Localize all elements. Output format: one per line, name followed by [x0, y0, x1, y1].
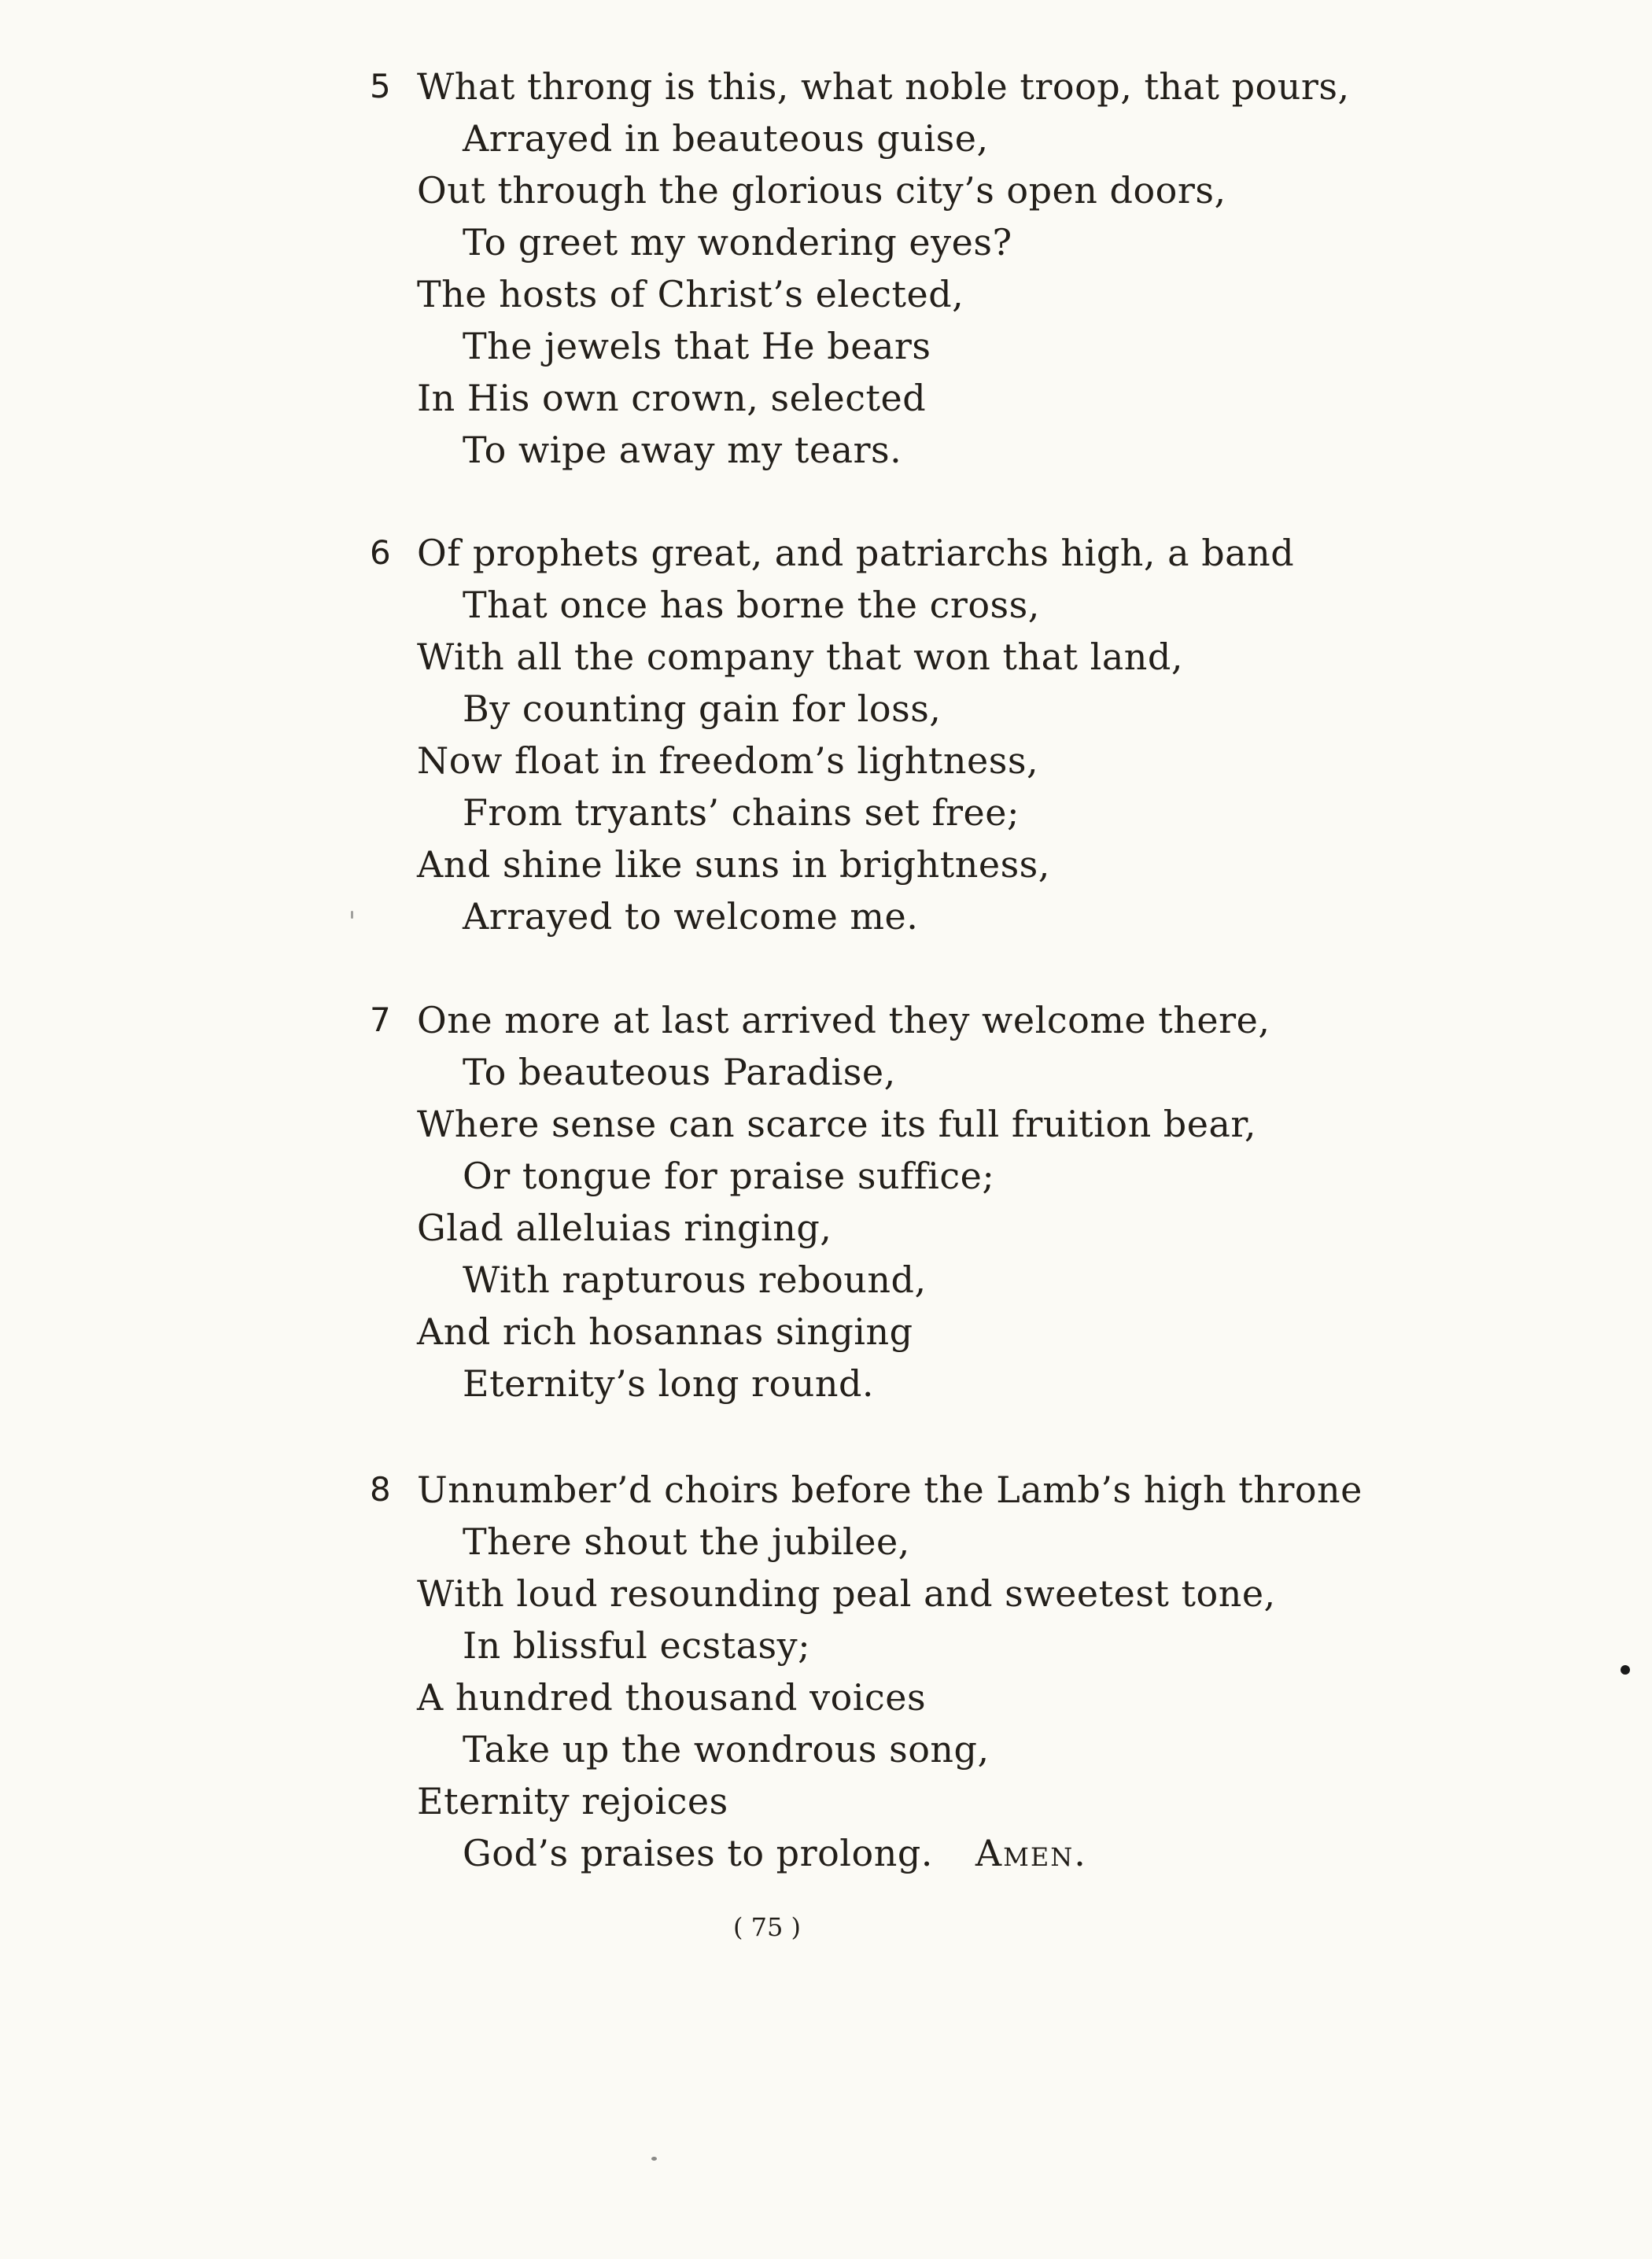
verse-line: And shine like suns in brightness,: [417, 843, 1050, 886]
verse-line: That once has borne the cross,: [463, 584, 1040, 626]
verse-number: 8: [370, 1470, 391, 1509]
verse-line: To wipe away my tears.: [463, 429, 902, 471]
verse-line: Eternity rejoices: [417, 1780, 728, 1822]
verse-line: Of prophets great, and patriarchs high, a band: [417, 532, 1295, 574]
scan-speck: [351, 911, 353, 919]
verse-line: The jewels that He bears: [463, 325, 931, 367]
verse-line: The hosts of Christ’s elected,: [417, 273, 964, 315]
verse-line: Take up the wondrous song,: [463, 1728, 990, 1771]
amen-closing: Amen.: [975, 1832, 1087, 1874]
verse-line: With loud resounding peal and sweetest tone,: [417, 1572, 1276, 1615]
verse-number: 6: [370, 533, 391, 572]
scan-speck: [1621, 1665, 1630, 1675]
final-line: [463, 1830, 1087, 1877]
verse-line: What throng is this, what noble troop, that pours,: [417, 65, 1350, 108]
verse-line: With all the company that won that land,: [417, 636, 1183, 678]
verse-line: In blissful ecstasy;: [463, 1624, 811, 1667]
verse-line: Arrayed in beauteous guise,: [463, 117, 989, 160]
verse-line: Now float in freedom’s lightness,: [417, 739, 1039, 782]
verse-line: God’s praises to prolong.: [463, 1832, 933, 1874]
verse-line: To greet my wondering eyes?: [463, 221, 1012, 263]
verse-line: Or tongue for praise suffice;: [463, 1155, 995, 1197]
verse-line: Where sense can scarce its full fruition bear,: [417, 1103, 1256, 1145]
verse-line: Unnumber’d choirs before the Lamb’s high throne: [417, 1469, 1363, 1511]
verse-line: In His own crown, selected: [417, 377, 927, 419]
verse-line: Arrayed to welcome me.: [463, 895, 919, 938]
verse-line: Glad alleluias ringing,: [417, 1207, 832, 1249]
scan-speck: [651, 2157, 657, 2161]
verse-number: 5: [370, 67, 391, 105]
verse-line: There shout the jubilee,: [463, 1520, 910, 1563]
verse-line: With rapturous rebound,: [463, 1258, 927, 1301]
verse-line: Eternity’s long round.: [463, 1362, 875, 1405]
verse-line: To beauteous Paradise,: [463, 1051, 896, 1093]
verse-line: Out through the glorious city’s open doors,: [417, 169, 1226, 212]
verse-number: 7: [370, 1001, 391, 1039]
verse-line: A hundred thousand voices: [417, 1676, 927, 1719]
verse-line: One more at last arrived they welcome there,: [417, 999, 1270, 1041]
page-number: ( 75 ): [732, 1912, 802, 1942]
verse-line: By counting gain for loss,: [463, 687, 942, 730]
verse-line: And rich hosannas singing: [417, 1310, 913, 1353]
verse-line: From tryants’ chains set free;: [463, 791, 1020, 834]
